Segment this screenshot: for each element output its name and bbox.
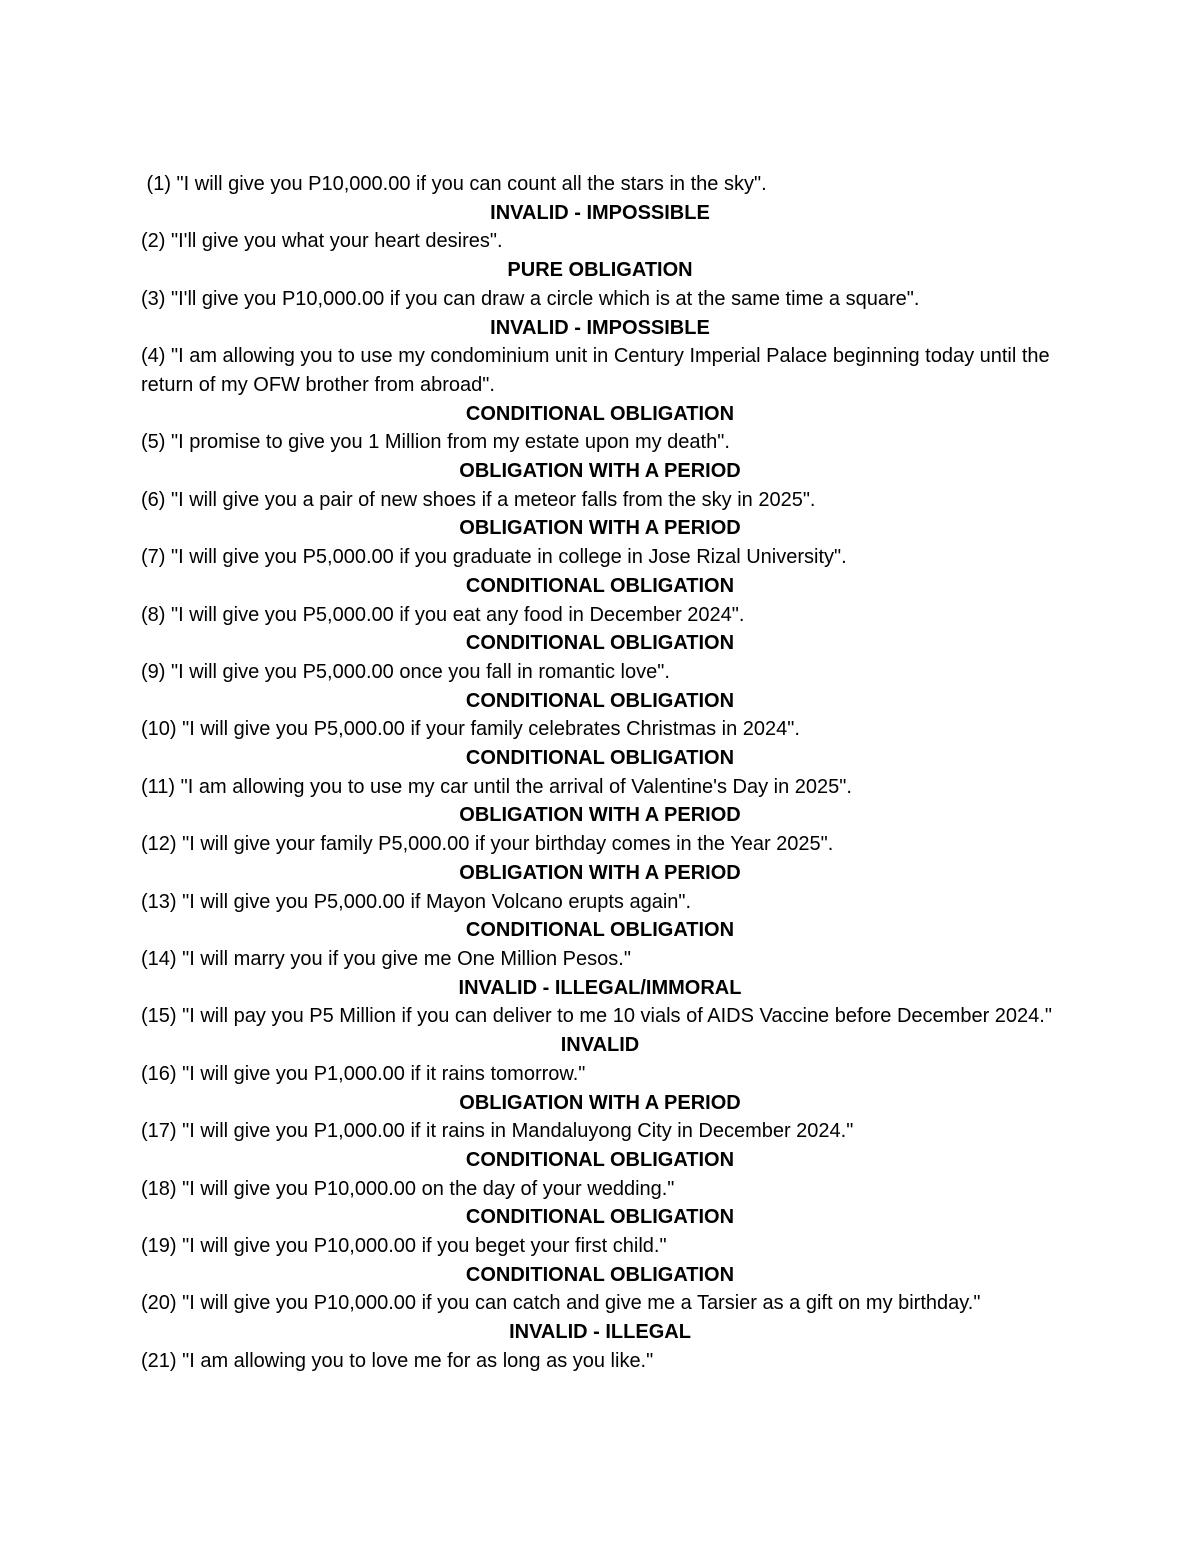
question-14: (14) "I will marry you if you give me One Million Pesos." — [141, 947, 631, 970]
answer-8: CONDITIONAL OBLIGATION — [465, 632, 735, 655]
answer-20: INVALID - ILLEGAL — [509, 1321, 691, 1344]
question-12: (12) "I will give your family P5,000.00 if your birthday comes in the Year 2025". — [141, 833, 834, 856]
answer-16: OBLIGATION WITH A PERIOD — [459, 1091, 741, 1114]
question-4: (4) "I am allowing you to use my condominium unit in Century Imperial Palace beginning today until the return of my OFW brother from abroad". — [141, 345, 1050, 396]
answer-6: OBLIGATION WITH A PERIOD — [459, 517, 741, 540]
question-3: (3) "I'll give you P10,000.00 if you can draw a circle which is at the same time a square". — [141, 287, 920, 310]
answer-1: INVALID - IMPOSSIBLE — [490, 201, 710, 224]
question-5: (5) "I promise to give you 1 Million from my estate upon my death". — [141, 431, 730, 454]
answer-19: CONDITIONAL OBLIGATION — [465, 1263, 735, 1286]
answer-2: PURE OBLIGATION — [507, 259, 693, 282]
answer-14: INVALID - ILLEGAL/IMMORAL — [458, 976, 742, 999]
answer-13: CONDITIONAL OBLIGATION — [465, 919, 735, 942]
question-19: (19) "I will give you P10,000.00 if you beget your first child." — [141, 1235, 667, 1258]
question-17: (17) "I will give you P1,000.00 if it rains in Mandaluyong City in December 2024." — [141, 1120, 854, 1143]
answer-9: CONDITIONAL OBLIGATION — [465, 689, 735, 712]
question-2: (2) "I'll give you what your heart desires". — [141, 230, 503, 253]
answer-15: INVALID — [560, 1034, 640, 1057]
question-21: (21) "I am allowing you to love me for as long as you like." — [141, 1349, 654, 1372]
answer-4: CONDITIONAL OBLIGATION — [465, 402, 735, 425]
question-20: (20) "I will give you P10,000.00 if you can catch and give me a Tarsier as a gift on my birthday." — [141, 1292, 981, 1315]
question-6: (6) "I will give you a pair of new shoes if a meteor falls from the sky in 2025". — [141, 488, 816, 511]
question-10: (10) "I will give you P5,000.00 if your family celebrates Christmas in 2024". — [141, 718, 800, 741]
answer-3: INVALID - IMPOSSIBLE — [490, 316, 710, 339]
answer-17: CONDITIONAL OBLIGATION — [465, 1148, 735, 1171]
answer-11: OBLIGATION WITH A PERIOD — [459, 804, 741, 827]
answer-18: CONDITIONAL OBLIGATION — [465, 1206, 735, 1229]
answer-10: CONDITIONAL OBLIGATION — [465, 747, 735, 770]
question-11: (11) "I am allowing you to use my car until the arrival of Valentine's Day in 2025". — [141, 775, 852, 798]
question-9: (9) "I will give you P5,000.00 once you fall in romantic love". — [141, 660, 670, 683]
question-16: (16) "I will give you P1,000.00 if it rains tomorrow." — [141, 1062, 586, 1085]
question-15: (15) "I will pay you P5 Million if you can deliver to me 10 vials of AIDS Vaccine before December 2024." — [141, 1005, 1052, 1028]
answer-12: OBLIGATION WITH A PERIOD — [459, 861, 741, 884]
question-13: (13) "I will give you P5,000.00 if Mayon Volcano erupts again". — [141, 890, 692, 913]
question-8: (8) "I will give you P5,000.00 if you eat any food in December 2024". — [141, 603, 745, 626]
question-1: (1) "I will give you P10,000.00 if you can count all the stars in the sky". — [141, 173, 767, 195]
question-18: (18) "I will give you P10,000.00 on the day of your wedding." — [141, 1177, 675, 1200]
answer-7: CONDITIONAL OBLIGATION — [465, 574, 735, 597]
answer-5: OBLIGATION WITH A PERIOD — [459, 460, 741, 483]
document-page — [141, 170, 1061, 1376]
question-7: (7) "I will give you P5,000.00 if you graduate in college in Jose Rizal University". — [141, 546, 847, 569]
